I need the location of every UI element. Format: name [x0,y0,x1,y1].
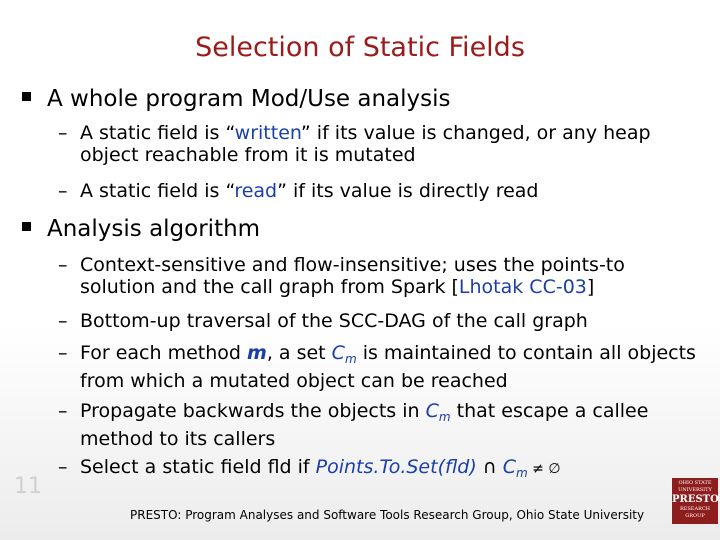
highlight-written: written [234,122,301,144]
bullet-text: Analysis algorithm [47,216,261,242]
set-c-subscript: m [438,410,451,424]
footer-text: PRESTO: Program Analyses and Software Tools Research Group, Ohio State University [130,508,645,522]
sub-bullet-text: A static field is “written” if its value is changed, or any heap object reachable from it is mutated [80,122,651,166]
page-number: 11 [14,474,42,499]
dash-icon: – [58,400,68,422]
sub-bullet-text: Bottom-up traversal of the SCC-DAG of the call graph [80,310,588,332]
logo-main-text: PRESTO [672,494,719,505]
presto-logo [672,478,718,524]
sub-bullet-text: Context-sensitive and flow-insensitive; uses the points-to solution and the call graph from Spark [Lhotak CC-03] [80,254,625,298]
logo-top-text: OHIO STATE UNIVERSITY [678,480,712,493]
square-bullet-icon [22,222,31,231]
slide-title: Selection of Static Fields [195,32,525,63]
sub-bullet-text: A static field is “read” if its value is directly read [80,180,539,202]
dash-icon: – [58,342,68,364]
dash-icon: – [58,456,68,478]
set-c-subscript: m [344,352,357,366]
dash-icon: – [58,180,68,202]
method-variable: m [247,342,267,364]
sub-bullet-text: For each method m, a set $C_m$ is maintained to contain all objects from which a mutated object can be reached [80,342,696,392]
sub-bullet-each-method [58,342,698,392]
set-c-subscript: m [516,466,528,480]
highlight-read: read [234,180,278,202]
dash-icon: – [58,310,68,332]
set-c: C [331,342,345,364]
sub-bullet-text: Propagate backwards the objects in $C_m$ that escape a callee method to its callers [80,400,649,450]
points-to-set: Points.To.Set(fld) [315,456,477,478]
set-c: C [502,456,517,478]
citation-link[interactable]: Lhotak CC-03 [458,276,587,298]
bullet-analysis-algorithm [22,216,260,243]
sub-bullet-bottom-up [58,310,698,332]
sub-bullet-written [58,122,698,166]
sub-bullet-text: Select a static field fld if Points.To.Set(fld) ∩ $C_m$ ≠ ∅ [80,456,561,480]
sub-bullet-select-field [58,456,698,484]
logo-bottom-text: RESEARCH GROUP [679,506,711,519]
bullet-text: A whole program Mod/Use analysis [47,86,451,112]
sub-bullet-propagate [58,400,698,450]
sub-bullet-context-sensitive [58,254,698,298]
bullet-mod-use [22,86,451,113]
square-bullet-icon [22,92,31,101]
dash-icon: – [58,254,68,276]
set-c: C [425,400,439,422]
dash-icon: – [58,122,68,144]
sub-bullet-read [58,180,698,202]
